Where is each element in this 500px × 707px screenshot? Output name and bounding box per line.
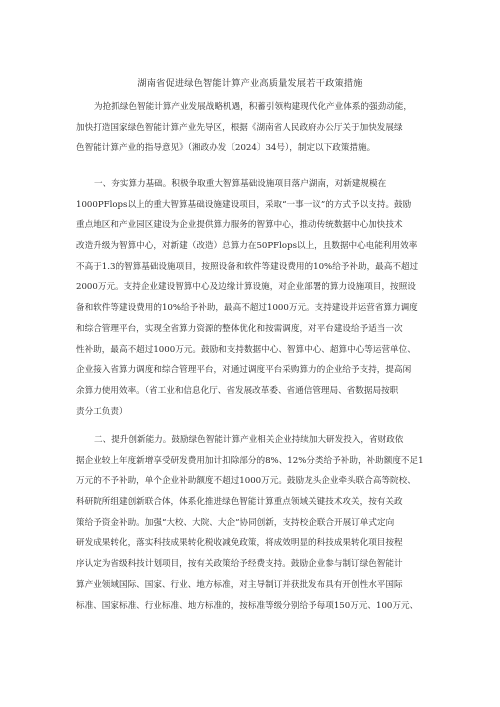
paragraph-line: 一、夯实算力基础。积极争取重大智算基础设施项目落户湖南，对新建规模在 xyxy=(94,179,387,189)
paragraph-line: 策给予资金补助。加强“大校、大院、大企”协同创新，支持校企联合开展订单式定向 xyxy=(76,517,395,528)
paragraph-line: 改造升级为智算中心，对新建（改造）总算力在50PFlops以上，且数据中心电能利用效率 xyxy=(76,241,418,252)
paragraph-line: 色智能计算产业的指导意见》（湘政办发〔2024〕34号），制定以下政策措施。 xyxy=(76,143,376,154)
paragraph-line: 算产业领域国际、国家、行业、地方标准，对主导制订并获批发布具有开创性水平国际 xyxy=(76,579,403,590)
paragraph-line: 为抢抓绿色智能计算产业发展战略机遇，积蓄引领构建现代化产业体系的强劲动能， xyxy=(94,102,412,112)
paragraph-line: 不高于1.3的智算基础设施项目，按照设备和软件等建设费用的10%给予补助，最高不超过 xyxy=(76,261,419,272)
paragraph-line: 万元的不予补助，单个企业补助额度不超过1000万元。鼓励龙头企业牵头联合高等院校、 xyxy=(76,476,416,487)
section-one-paragraph xyxy=(76,174,432,422)
paragraph-line: 企业接入省算力调度和综合管理平台，对通过调度平台采购算力的企业给予支持，提高闲 xyxy=(76,365,412,376)
paragraph-line: 标准、国家标准、行业标准、地方标准的，按标准等级分别给予每项150万元、100万元、 xyxy=(76,600,419,611)
paragraph-line: 2000万元。支持企业建设智算中心及边缘计算设施，对企业部署的算力设施项目，按照设 xyxy=(76,282,416,293)
paragraph-line: 加快打造国家绿色智能计算产业先导区，根据《湖南省人民政府办公厅关于加快发展绿 xyxy=(76,122,403,133)
intro-paragraph xyxy=(76,97,432,159)
paragraph-line: 序认定为省级科技计划项目，按有关政策给予经费支持。鼓励企业参与制订绿色智能计 xyxy=(76,559,403,570)
section-two-paragraph xyxy=(76,430,432,616)
paragraph-line: 二、提升创新能力。鼓励绿色智能计算产业相关企业持续加大研发投入，省财政依 xyxy=(94,435,404,445)
paragraph-line: 科研院所组建创新联合体，体系化推进绿色智能计算重点领域关键技术攻关，按有关政 xyxy=(76,497,403,508)
paragraph-line: 1000PFlops以上的重大智算基础设施建设项目，采取“一事一议”的方式予以支持。鼓励 xyxy=(76,199,412,210)
paragraph-line: 重点地区和产业园区建设为企业提供算力服务的智算中心，推动传统数据中心加快技术 xyxy=(76,220,403,231)
paragraph-line: 研发成果转化，落实科技成果转化税收减免政策，将成效明显的科技成果转化项目按程 xyxy=(76,538,403,549)
paragraph-line: 性补助，最高不超过1000万元。鼓励和支持数据中心、智算中心、超算中心等运营单位、 xyxy=(76,344,416,355)
paragraph-line: 据企业较上年度新增享受研发费用加计扣除部分的8%、12%分类给予补助，补助额度不足1 xyxy=(76,455,424,466)
paragraph-line: 余算力使用效率。（省工业和信息化厅、省发展改革委、省通信管理局、省数据局按职 xyxy=(76,385,399,396)
paragraph-line: 备和软件等建设费用的10%给予补助，最高不超过1000万元。支持建设并运营省算力调度 xyxy=(76,303,418,314)
paragraph-line: 责分工负责） xyxy=(76,406,128,417)
paragraph-line: 和综合管理平台，实现全省算力资源的整体优化和按需调度，对平台建设给予适当一次 xyxy=(76,323,403,334)
document-title: 湖南省促进绿色智能计算产业高质量发展若干政策措施 xyxy=(137,78,363,89)
